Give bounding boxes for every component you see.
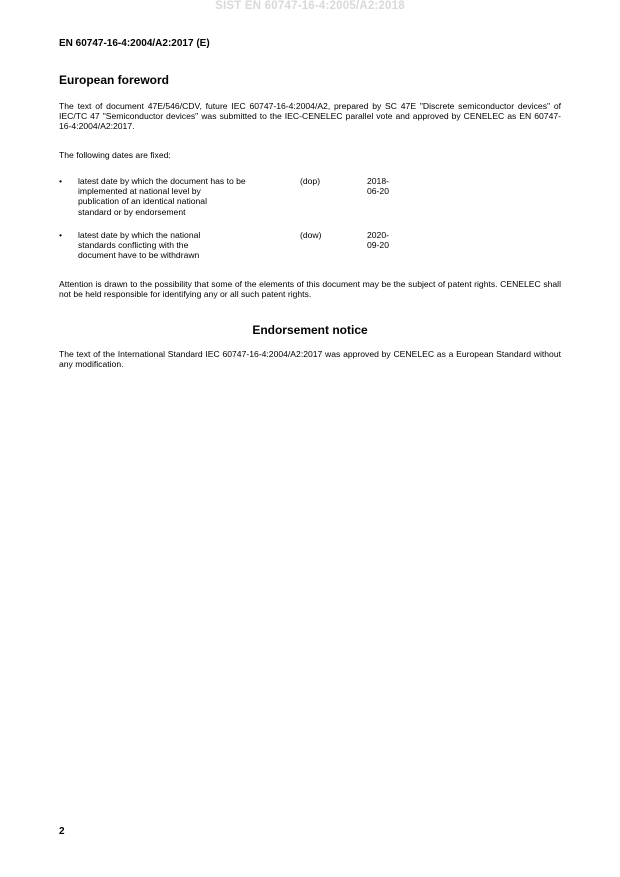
description-line: document have to be withdrawn [78, 250, 200, 261]
date-code: (dow) [300, 230, 322, 240]
foreword-title: European foreword [59, 73, 170, 87]
date-description [78, 230, 288, 261]
description-line: publication of an identical national [78, 196, 207, 207]
bullet: • [59, 176, 63, 186]
page-number: 2 [59, 826, 65, 837]
patent-notice: Attention is drawn to the possibility that some of the elements of this document may be the subject of patent rights. CENELEC shall not be held responsible for identifying any or all such patent rights. [59, 279, 561, 300]
endorsement-text: The text of the International Standard IEC 60747-16-4:2004/A2:2017 was approved by CENELEC as a European Standard without any modification. [59, 349, 561, 370]
dates-intro: The following dates are fixed: [59, 150, 171, 160]
description-line: latest date by which the national [78, 230, 201, 240]
foreword-intro: The text of document 47E/546/CDV, future IEC 60747-16-4:2004/A2, prepared by SC 47E "Discrete semiconductor devices" of IEC/TC 47 "Semiconductor devices" was submitted to the IEC-CENELEC parallel vote and approved by CENELEC as EN 60747-16-4:2004/A2:2017. [59, 101, 561, 132]
description-line: standards conflicting with the [78, 240, 189, 251]
document-id: EN 60747-16-4:2004/A2:2017 (E) [59, 38, 210, 49]
date-value: 2018-06-20 [367, 176, 389, 197]
description-line: standard or by endorsement [78, 206, 186, 217]
watermark: SIST EN 60747-16-4:2005/A2:2018 [215, 0, 405, 12]
date-value: 2020-09-20 [367, 230, 389, 251]
description-line: latest date by which the document has to be [78, 176, 246, 186]
bullet: • [59, 230, 63, 240]
endorsement-title: Endorsement notice [252, 323, 368, 337]
description-line: implemented at national level by [78, 186, 201, 197]
date-description [78, 176, 288, 217]
date-code: (dop) [300, 176, 321, 186]
